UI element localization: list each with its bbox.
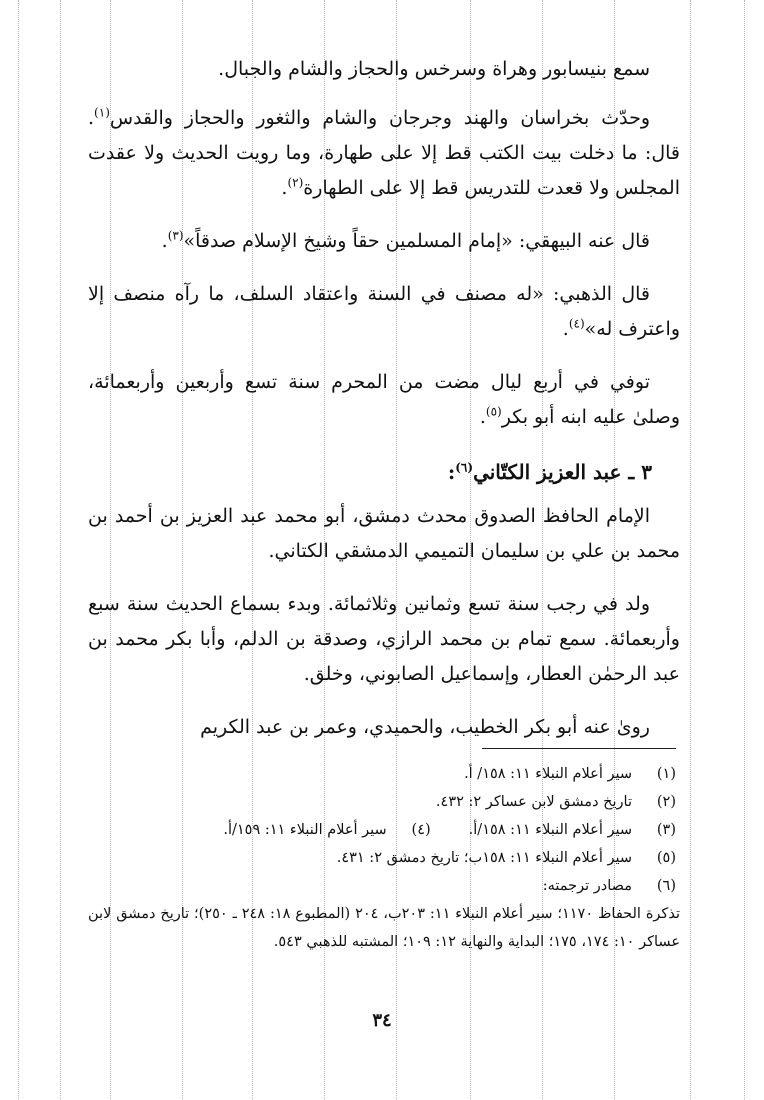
guide-line [690,0,691,1100]
footnote-text: سير أعلام النبلاء ١١: ١٥٨/أ. [468,822,632,838]
paragraph-text: . قال: ما دخلت بيت الكتب قط إلا على طهارة، وما رويت الحديث ولا عقدت المجلس ولا قعدت للتدريس قط إلا على الطهارة [88,107,680,199]
paragraph [88,499,680,569]
footnote-ref[interactable]: (١) [94,105,110,120]
footnote-text: مصادر ترجمته: [542,878,632,894]
paragraph-text: قال عنه البيهقي: «إمام المسلمين حقاً وشيخ الإسلام صدقاً» [183,230,650,252]
heading-text: : [447,460,456,484]
footnote-text: سير أعلام النبلاء ١١: ١٥٨ب؛ تاريخ دمشق ٢: ٤٣١. [336,850,632,866]
paragraph [88,101,680,206]
footnote-number: (٥) [656,850,676,866]
page-body [88,52,680,763]
footnote-text: سير أعلام النبلاء ١١: ١٥٩/أ. [223,822,387,838]
paragraph-text: . [562,318,569,340]
footnote-number: (٢) [656,794,676,810]
footnote-number: (١) [656,766,676,782]
section-heading [88,453,680,491]
paragraph [88,277,680,347]
paragraph-text: رویٰ عنه أبو بكر الخطيب، والحميدي، وعمر بن عبد الكريم [200,716,650,738]
paragraph-text: . [281,177,288,199]
footnote [88,816,680,844]
footnote-ref[interactable]: (٣) [167,228,184,243]
guide-line [18,0,19,1100]
footnote-ref[interactable]: (٤) [568,316,585,331]
footnote-number: (٣) [656,822,676,838]
footnote-ref[interactable]: (٥) [485,404,502,419]
paragraph-text: سمع بنيسابور وهراة وسرخس والحجاز والشام والجبال. [218,58,650,80]
paragraph [88,587,680,692]
footnote [88,872,680,900]
paragraph-text: . [479,406,486,428]
paragraph-text: . [161,230,168,252]
paragraph [88,224,680,259]
footnotes [88,760,680,956]
heading-text: ٣ ـ عبد العزيز الكتّاني [473,460,652,484]
paragraph-text: الإمام الحافظ الصدوق محدث دمشق، أبو محمد عبد العزيز بن أحمد بن محمد بن علي بن سليمان التميمي الدمشقي الكتاني. [88,505,680,562]
paragraph [88,365,680,435]
footnote [88,844,680,872]
guide-line [744,0,745,1100]
footnote-separator [482,748,676,749]
paragraph-text: وحدّث بخراسان والهند وجرجان والشام والثغور والحجاز والقدس [109,107,650,129]
footnote-ref[interactable]: (٢) [287,175,304,190]
paragraph [88,710,680,745]
paragraph [88,52,680,87]
guide-line [60,0,61,1100]
paragraph-text: قال الذهبي: «له مصنف في السنة واعتقاد السلف، ما رآه منصف إلا واعترف له» [88,283,680,340]
footnote-text: تاريخ دمشق لابن عساكر ٢: ٤٣٢. [435,794,632,810]
footnote-sources: تذكرة الحفاظ ١١٧٠؛ سير أعلام النبلاء ١١: ٢٠٣ب، ٢٠٤ (المطبوع ١٨: ٢٤٨ ـ ٢٥٠)؛ تاريخ دمشق لابن عساكر ١٠: ١٧٤، ١٧٥؛ البداية والنهاية ١٢: ١٠٩؛ المشتبه للذهبي ٥٤٣. [88,906,680,950]
page-number: ٣٤ [372,1010,392,1031]
paragraph-text: توفي في أربع ليال مضت من المحرم سنة تسع وأربعين وأربعمائة، وصلىٰ عليه ابنه أبو بكر [88,371,680,428]
footnote [88,788,680,816]
footnote-text: سير أعلام النبلاء ١١: ١٥٨/ أ. [464,766,632,782]
footnote-number: (٤) [411,822,431,838]
paragraph-text: ولد في رجب سنة تسع وثمانين وثلاثمائة. وبدء بسماع الحديث سنة سبع وأربعمائة. سمع تمام بن محمد الرازي، وصدقة بن الدلم، وأبا بكر محمد بن عبد الرحمٰن العطار، وإسماعيل الصابوني، وخلق. [88,593,680,685]
footnote-ref[interactable]: (٦) [455,460,474,475]
footnote-number: (٦) [656,878,676,894]
footnote [88,760,680,788]
